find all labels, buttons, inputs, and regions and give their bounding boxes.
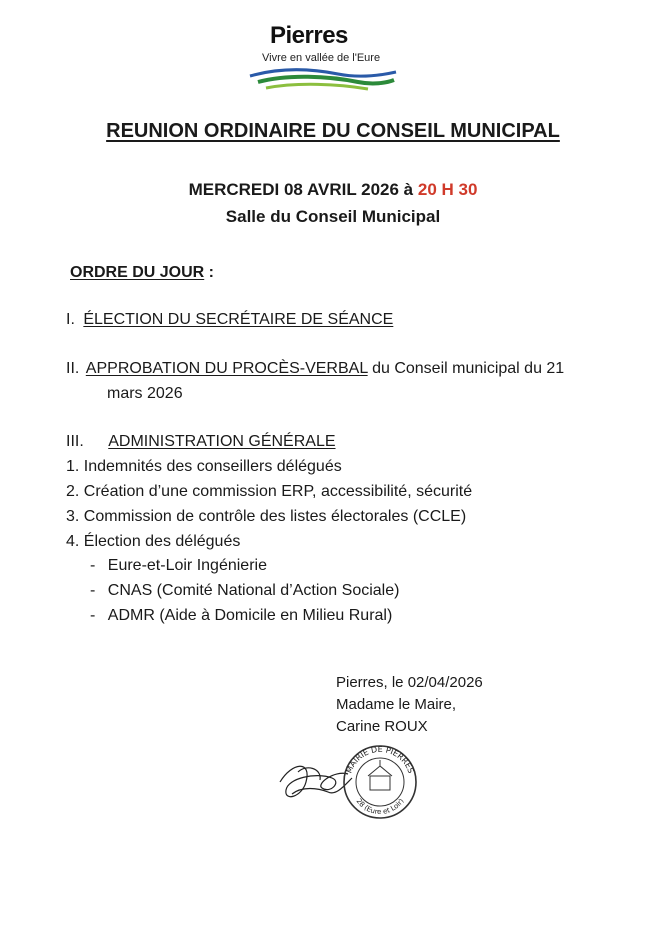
section-rest: du Conseil municipal du 21 — [367, 360, 565, 377]
agenda-item: 2. Création d’une commission ERP, accessibilité, sécurité — [66, 483, 473, 500]
signature-role: Madame le Maire, — [336, 696, 457, 713]
dash-bullet: - — [90, 607, 96, 624]
section-title: APPROBATION DU PROCÈS-VERBAL — [85, 360, 368, 377]
page-title: REUNION ORDINAIRE DU CONSEIL MUNICIPAL — [106, 120, 560, 142]
svg-text:MAIRIE DE PIERRES: MAIRIE DE PIERRES — [344, 744, 416, 775]
signature-place-date: Pierres, le 02/04/2026 — [336, 674, 483, 691]
agenda-section-1 — [66, 311, 393, 329]
section-number: I. — [66, 311, 75, 328]
section-title: ÉLECTION DU SECRÉTAIRE DE SÉANCE — [83, 311, 394, 328]
agenda-heading — [70, 264, 214, 282]
svg-text:28 (Eure et Loir): 28 (Eure et Loir) — [354, 797, 406, 817]
delegate-list-item: - Eure-et-Loir Ingénierie — [90, 557, 267, 574]
agenda-section-3 — [66, 433, 336, 451]
meeting-time: 20 H 30 — [417, 180, 478, 199]
logo-waves-icon — [248, 66, 398, 94]
meeting-venue: Salle du Conseil Municipal — [225, 207, 441, 226]
dash-bullet: - — [90, 582, 96, 599]
signature-stamp-icon — [272, 742, 422, 826]
meeting-datetime — [0, 180, 666, 200]
delegate-list-item: - ADMR (Aide à Domicile en Milieu Rural) — [90, 607, 393, 624]
meeting-date: MERCREDI 08 AVRIL 2026 à — [188, 180, 414, 199]
section-rest-line2: mars 2026 — [107, 385, 183, 402]
agenda-item: 3. Commission de contrôle des listes électorales (CCLE) — [66, 508, 467, 525]
section-title: ADMINISTRATION GÉNÉRALE — [108, 433, 336, 450]
agenda-item: 1. Indemnités des conseillers délégués — [66, 458, 342, 475]
agenda-section-2 — [66, 360, 564, 378]
delegate-list-item: - CNAS (Comité National d’Action Sociale) — [90, 582, 400, 599]
logo-name: Pierres — [270, 22, 348, 49]
agenda-item: 4. Élection des délégués — [66, 533, 241, 550]
agenda-heading-label: ORDRE DU JOUR — [70, 264, 205, 281]
section-number: III. — [66, 433, 84, 450]
agenda-heading-colon: : — [204, 264, 215, 281]
signature-name: Carine ROUX — [336, 718, 428, 735]
dash-bullet: - — [90, 557, 96, 574]
logo-tagline: Vivre en vallée de l'Eure — [262, 52, 381, 64]
section-number: II. — [66, 360, 80, 377]
